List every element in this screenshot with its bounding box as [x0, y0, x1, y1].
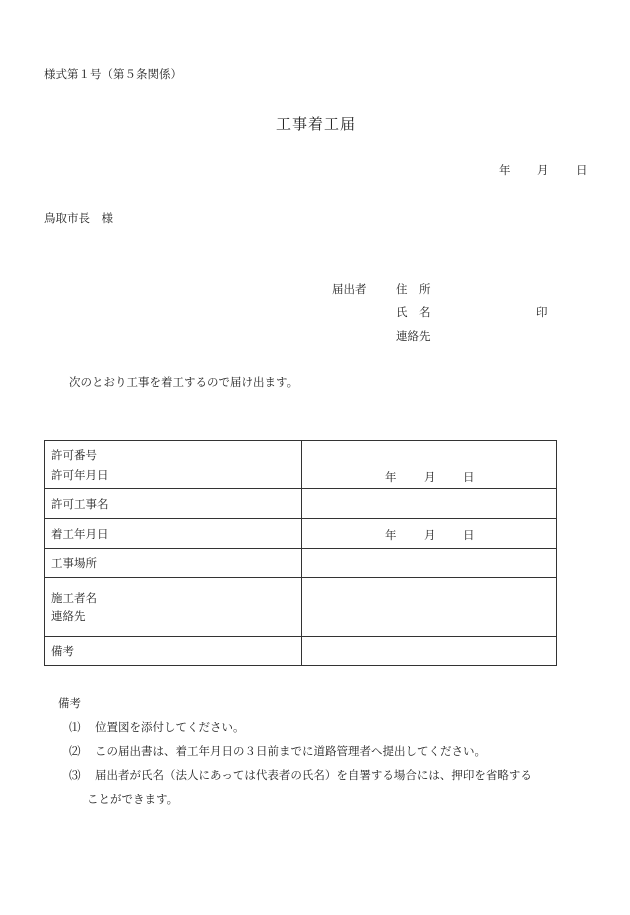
contact-label: 連絡先: [396, 329, 431, 343]
table-row: [45, 549, 557, 578]
table-row: [45, 578, 557, 637]
form-number: 様式第１号（第５条関係）: [44, 67, 182, 81]
work-location-label: 工事場所: [45, 549, 302, 578]
remarks-label: 備考: [45, 637, 302, 666]
date-day: 日: [576, 163, 588, 177]
form-title: 工事着工届: [276, 115, 357, 133]
date-year: 年: [499, 163, 511, 177]
notes-heading: 備考: [58, 696, 81, 710]
permit-date-month: 月: [424, 469, 436, 484]
note-3-continuation: ことができます。: [87, 792, 179, 806]
note-1: [69, 722, 245, 734]
permit-date-label: 許可年月日: [51, 467, 109, 482]
start-date-day: 日: [463, 527, 475, 542]
addressee: 鳥取市長 様: [44, 211, 113, 225]
note-1-number: ⑴: [69, 720, 81, 734]
note-2: [69, 746, 486, 758]
table-row: [45, 519, 557, 549]
contractor-contact-label: 連絡先: [51, 609, 86, 623]
note-1-text: 位置図を添付してください。: [95, 720, 245, 734]
permitted-work-name-value[interactable]: [302, 489, 557, 519]
table-row: [45, 489, 557, 519]
applicant-label: 届出者: [332, 282, 367, 296]
table-row: [45, 441, 557, 489]
intro-text: 次のとおり工事を着工するので届け出ます。: [69, 375, 299, 389]
permit-date-year: 年: [385, 469, 397, 484]
permit-date-day: 日: [463, 469, 475, 484]
permitted-work-name-label: 許可工事名: [45, 489, 302, 519]
address-label: 住 所: [396, 282, 431, 296]
start-date-value[interactable]: [302, 519, 557, 549]
note-3: [69, 770, 532, 782]
date-month: 月: [537, 163, 549, 177]
contractor-value[interactable]: [302, 578, 557, 637]
start-date-year: 年: [385, 527, 397, 542]
start-date-month: 月: [424, 527, 436, 542]
permit-value-cell[interactable]: [302, 441, 557, 489]
remarks-value[interactable]: [302, 637, 557, 666]
contractor-name-label: 施工者名: [51, 591, 97, 605]
name-label: 氏 名: [396, 305, 431, 319]
work-location-value[interactable]: [302, 549, 557, 578]
note-3-text: 届出者が氏名（法人にあっては代表者の氏名）を自署する場合には、押印を省略する: [95, 768, 532, 782]
form-table: [44, 440, 557, 666]
table-row: [45, 637, 557, 666]
note-2-number: ⑵: [69, 744, 81, 758]
start-date-label: 着工年月日: [45, 519, 302, 549]
note-2-text: この届出書は、着工年月日の３日前までに道路管理者へ提出してください。: [95, 744, 486, 758]
seal-mark: 印: [536, 305, 548, 319]
permit-number-label: 許可番号: [51, 447, 97, 462]
note-3-number: ⑶: [69, 768, 81, 782]
